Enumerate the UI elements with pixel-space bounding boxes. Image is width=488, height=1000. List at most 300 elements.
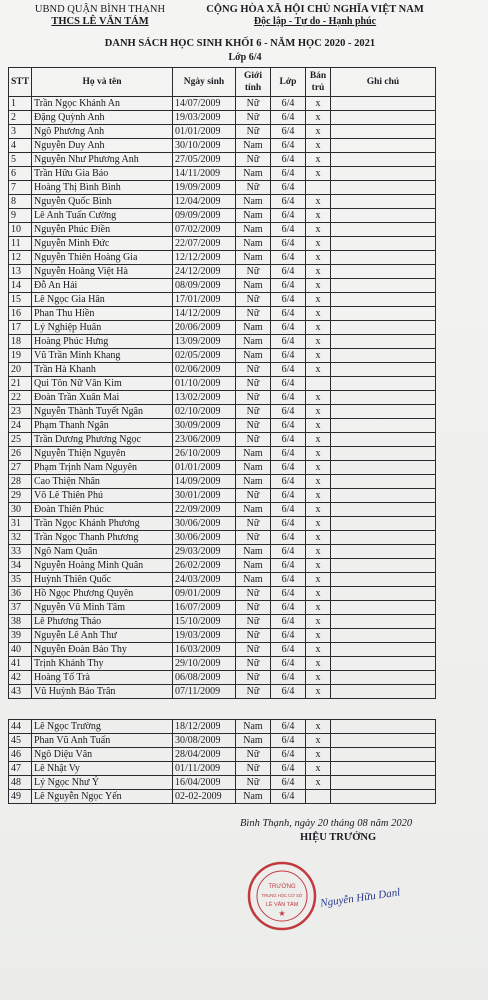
table-row (9, 790, 436, 804)
class-cell: 6/4 (271, 762, 306, 776)
stt-cell: 26 (9, 447, 32, 461)
gender-cell: Nam (236, 223, 271, 237)
boarding-cell: x (306, 447, 331, 461)
stt-cell: 1 (9, 97, 32, 111)
table-row (9, 349, 436, 363)
class-cell: 6/4 (271, 405, 306, 419)
boarding-cell: x (306, 587, 331, 601)
note-cell (331, 139, 436, 153)
dob-cell: 24/12/2009 (173, 265, 236, 279)
dob-cell: 02/10/2009 (173, 405, 236, 419)
table-row (9, 181, 436, 195)
dob-cell: 30/06/2009 (173, 531, 236, 545)
name-cell: Trần Ngọc Khánh Phương (32, 517, 173, 531)
table-row (9, 734, 436, 748)
name-cell: Lê Anh Tuấn Cường (32, 209, 173, 223)
dob-cell: 14/12/2009 (173, 307, 236, 321)
signing-date: Bình Thạnh, ngày 20 tháng 08 năm 2020 (240, 818, 413, 829)
class-cell: 6/4 (271, 153, 306, 167)
note-cell (331, 419, 436, 433)
class-cell: 6/4 (271, 209, 306, 223)
table-row (9, 377, 436, 391)
class-cell: 6/4 (271, 237, 306, 251)
gender-cell: Nữ (236, 293, 271, 307)
gender-cell: Nam (236, 475, 271, 489)
dob-cell: 23/06/2009 (173, 433, 236, 447)
table-row (9, 335, 436, 349)
stt-cell: 21 (9, 377, 32, 391)
note-cell (331, 265, 436, 279)
svg-text:LÊ VĂN TÁM: LÊ VĂN TÁM (265, 902, 299, 908)
name-cell: Hoàng Tố Trà (32, 671, 173, 685)
stt-cell: 31 (9, 517, 32, 531)
table-row (9, 776, 436, 790)
school-name: THCS LÊ VĂN TÁM (51, 16, 149, 27)
gender-cell: Nam (236, 167, 271, 181)
stt-cell: 48 (9, 776, 32, 790)
boarding-cell: x (306, 531, 331, 545)
gender-cell: Nữ (236, 433, 271, 447)
name-cell: Đoàn Trần Xuân Mai (32, 391, 173, 405)
boarding-cell: x (306, 762, 331, 776)
note-cell (331, 363, 436, 377)
stt-cell: 38 (9, 615, 32, 629)
table-header-row (9, 68, 436, 97)
gender-cell: Nữ (236, 517, 271, 531)
table-row (9, 531, 436, 545)
class-cell: 6/4 (271, 167, 306, 181)
class-cell: 6/4 (271, 223, 306, 237)
table-row (9, 643, 436, 657)
class-cell: 6/4 (271, 97, 306, 111)
stt-cell: 39 (9, 629, 32, 643)
stt-cell: 6 (9, 167, 32, 181)
note-cell (331, 573, 436, 587)
class-cell: 6/4 (271, 349, 306, 363)
stt-cell: 37 (9, 601, 32, 615)
col-note: Ghi chú (331, 68, 436, 97)
class-cell: 6/4 (271, 279, 306, 293)
dob-cell: 16/04/2009 (173, 776, 236, 790)
gender-cell: Nữ (236, 531, 271, 545)
gender-cell: Nam (236, 790, 271, 804)
class-cell: 6/4 (271, 517, 306, 531)
dob-cell: 30/10/2009 (173, 139, 236, 153)
dob-cell: 02-02-2009 (173, 790, 236, 804)
name-cell: Đoàn Thiên Phúc (32, 503, 173, 517)
table-row (9, 223, 436, 237)
gender-cell: Nữ (236, 265, 271, 279)
boarding-cell: x (306, 363, 331, 377)
dob-cell: 02/05/2009 (173, 349, 236, 363)
name-cell: Võ Lê Thiên Phú (32, 489, 173, 503)
name-cell: Qui Tôn Nữ Vân Kim (32, 377, 173, 391)
boarding-cell: x (306, 748, 331, 762)
stt-cell: 25 (9, 433, 32, 447)
class-cell: 6/4 (271, 139, 306, 153)
class-cell: 6/4 (271, 748, 306, 762)
authority-name: UBND QUẬN BÌNH THẠNH (34, 4, 166, 15)
dob-cell: 06/08/2009 (173, 671, 236, 685)
table-row (9, 762, 436, 776)
stt-cell: 13 (9, 265, 32, 279)
gender-cell: Nữ (236, 601, 271, 615)
note-cell (331, 377, 436, 391)
note-cell (331, 489, 436, 503)
dob-cell: 16/07/2009 (173, 601, 236, 615)
stt-cell: 20 (9, 363, 32, 377)
dob-cell: 01/01/2009 (173, 461, 236, 475)
dob-cell: 17/01/2009 (173, 293, 236, 307)
dob-cell: 01/11/2009 (173, 762, 236, 776)
note-cell (331, 97, 436, 111)
dob-cell: 29/03/2009 (173, 545, 236, 559)
boarding-cell: x (306, 307, 331, 321)
gender-cell: Nam (236, 461, 271, 475)
class-cell: 6/4 (271, 629, 306, 643)
stt-cell: 29 (9, 489, 32, 503)
class-cell: 6/4 (271, 293, 306, 307)
boarding-cell: x (306, 209, 331, 223)
gender-cell: Nam (236, 349, 271, 363)
boarding-cell: x (306, 125, 331, 139)
class-cell: 6/4 (271, 790, 306, 804)
student-table-continued (8, 719, 436, 804)
gender-cell: Nữ (236, 125, 271, 139)
name-cell: Vũ Huỳnh Bảo Trân (32, 685, 173, 699)
table-row (9, 279, 436, 293)
table-row (9, 545, 436, 559)
stt-cell: 43 (9, 685, 32, 699)
name-cell: Lê Nguyễn Ngọc Yến (32, 790, 173, 804)
dob-cell: 13/02/2009 (173, 391, 236, 405)
boarding-cell: x (306, 265, 331, 279)
table-row (9, 97, 436, 111)
gender-cell: Nữ (236, 671, 271, 685)
stt-cell: 35 (9, 573, 32, 587)
gender-cell: Nữ (236, 489, 271, 503)
class-cell: 6/4 (271, 475, 306, 489)
note-cell (331, 237, 436, 251)
note-cell (331, 671, 436, 685)
boarding-cell: x (306, 335, 331, 349)
boarding-cell: x (306, 685, 331, 699)
name-cell: Hoàng Phúc Hưng (32, 335, 173, 349)
stt-cell: 44 (9, 720, 32, 734)
gender-cell: Nữ (236, 615, 271, 629)
name-cell: Trịnh Khánh Thy (32, 657, 173, 671)
national-motto: Độc lập - Tự do - Hạnh phúc (253, 16, 377, 27)
col-class: Lớp (271, 68, 306, 97)
name-cell: Phạm Thanh Ngân (32, 419, 173, 433)
table-row (9, 573, 436, 587)
class-cell: 6/4 (271, 265, 306, 279)
name-cell: Lê Nhật Vy (32, 762, 173, 776)
boarding-cell: x (306, 503, 331, 517)
class-cell: 6/4 (271, 307, 306, 321)
table-row (9, 419, 436, 433)
gender-cell: Nam (236, 279, 271, 293)
gender-cell: Nam (236, 503, 271, 517)
class-cell: 6/4 (271, 685, 306, 699)
dob-cell: 14/07/2009 (173, 97, 236, 111)
dob-cell: 09/01/2009 (173, 587, 236, 601)
dob-cell: 09/09/2009 (173, 209, 236, 223)
note-cell (331, 790, 436, 804)
table-row (9, 391, 436, 405)
note-cell (331, 748, 436, 762)
class-cell: 6/4 (271, 377, 306, 391)
class-cell: 6/4 (271, 433, 306, 447)
note-cell (331, 195, 436, 209)
dob-cell: 22/09/2009 (173, 503, 236, 517)
class-cell: 6/4 (271, 671, 306, 685)
table-row (9, 209, 436, 223)
col-boarding: Bán trú (306, 68, 331, 97)
name-cell: Nguyễn Đoàn Bảo Thy (32, 643, 173, 657)
note-cell (331, 629, 436, 643)
table-row (9, 293, 436, 307)
boarding-cell: x (306, 321, 331, 335)
col-name: Họ và tên (32, 68, 173, 97)
note-cell (331, 321, 436, 335)
table-row (9, 111, 436, 125)
gender-cell: Nam (236, 209, 271, 223)
dob-cell: 30/08/2009 (173, 734, 236, 748)
dob-cell: 01/01/2009 (173, 125, 236, 139)
boarding-cell: x (306, 251, 331, 265)
boarding-cell: x (306, 489, 331, 503)
table-row (9, 237, 436, 251)
name-cell: Trần Dương Phương Ngọc (32, 433, 173, 447)
gender-cell: Nữ (236, 153, 271, 167)
boarding-cell: x (306, 643, 331, 657)
dob-cell: 30/09/2009 (173, 419, 236, 433)
school-seal-icon (246, 860, 318, 932)
boarding-cell: x (306, 629, 331, 643)
name-cell: Ngô Diệu Vân (32, 748, 173, 762)
boarding-cell: x (306, 573, 331, 587)
table-row (9, 748, 436, 762)
stt-cell: 11 (9, 237, 32, 251)
gender-cell: Nam (236, 573, 271, 587)
note-cell (331, 657, 436, 671)
stt-cell: 34 (9, 559, 32, 573)
name-cell: Phan Thu Hiền (32, 307, 173, 321)
table-row (9, 657, 436, 671)
stt-cell: 42 (9, 671, 32, 685)
gender-cell: Nữ (236, 587, 271, 601)
stt-cell: 14 (9, 279, 32, 293)
svg-text:TRƯỜNG: TRƯỜNG (268, 884, 296, 890)
table-row (9, 125, 436, 139)
boarding-cell: x (306, 167, 331, 181)
table-row (9, 265, 436, 279)
gender-cell: Nam (236, 251, 271, 265)
stt-cell: 23 (9, 405, 32, 419)
class-cell: 6/4 (271, 615, 306, 629)
name-cell: Ngô Nam Quân (32, 545, 173, 559)
boarding-cell: x (306, 405, 331, 419)
note-cell (331, 776, 436, 790)
table-row (9, 153, 436, 167)
gender-cell: Nữ (236, 363, 271, 377)
stt-cell: 36 (9, 587, 32, 601)
name-cell: Đặng Quỳnh Anh (32, 111, 173, 125)
col-gender: Giới tính (236, 68, 271, 97)
table-row (9, 489, 436, 503)
class-cell: 6/4 (271, 391, 306, 405)
class-cell: 6/4 (271, 447, 306, 461)
table-row (9, 517, 436, 531)
table-row (9, 615, 436, 629)
dob-cell: 08/09/2009 (173, 279, 236, 293)
boarding-cell: x (306, 720, 331, 734)
gender-cell: Nam (236, 195, 271, 209)
boarding-cell: x (306, 111, 331, 125)
note-cell (331, 279, 436, 293)
dob-cell: 19/03/2009 (173, 629, 236, 643)
note-cell (331, 223, 436, 237)
boarding-cell: x (306, 419, 331, 433)
name-cell: Trần Hữu Gia Bảo (32, 167, 173, 181)
dob-cell: 14/09/2009 (173, 475, 236, 489)
note-cell (331, 643, 436, 657)
stt-cell: 28 (9, 475, 32, 489)
boarding-cell: x (306, 615, 331, 629)
dob-cell: 30/06/2009 (173, 517, 236, 531)
note-cell (331, 167, 436, 181)
name-cell: Nguyễn Minh Đức (32, 237, 173, 251)
gender-cell: Nữ (236, 643, 271, 657)
student-rows-continued (9, 720, 436, 804)
class-cell: 6/4 (271, 531, 306, 545)
gender-cell: Nữ (236, 181, 271, 195)
class-cell: 6/4 (271, 601, 306, 615)
boarding-cell (306, 790, 331, 804)
note-cell (331, 545, 436, 559)
dob-cell: 12/12/2009 (173, 251, 236, 265)
name-cell: Lý Nghiệp Huân (32, 321, 173, 335)
issuer-header (20, 4, 180, 28)
boarding-cell: x (306, 293, 331, 307)
gender-cell: Nữ (236, 391, 271, 405)
name-cell: Nguyễn Phúc Điền (32, 223, 173, 237)
name-cell: Nguyễn Duy Anh (32, 139, 173, 153)
note-cell (331, 587, 436, 601)
table-row (9, 720, 436, 734)
boarding-cell: x (306, 433, 331, 447)
stt-cell: 27 (9, 461, 32, 475)
gender-cell: Nữ (236, 748, 271, 762)
name-cell: Phan Vũ Anh Tuấn (32, 734, 173, 748)
stt-cell: 18 (9, 335, 32, 349)
gender-cell: Nam (236, 447, 271, 461)
note-cell (331, 209, 436, 223)
note-cell (331, 685, 436, 699)
class-cell: 6/4 (271, 559, 306, 573)
boarding-cell: x (306, 153, 331, 167)
stt-cell: 15 (9, 293, 32, 307)
stt-cell: 19 (9, 349, 32, 363)
boarding-cell: x (306, 139, 331, 153)
name-cell: Nguyễn Như Phương Anh (32, 153, 173, 167)
note-cell (331, 335, 436, 349)
dob-cell: 26/10/2009 (173, 447, 236, 461)
dob-cell: 26/02/2009 (173, 559, 236, 573)
class-cell: 6/4 (271, 643, 306, 657)
table-row (9, 685, 436, 699)
gender-cell: Nữ (236, 111, 271, 125)
table-row (9, 251, 436, 265)
dob-cell: 24/03/2009 (173, 573, 236, 587)
gender-cell: Nữ (236, 307, 271, 321)
table-row (9, 671, 436, 685)
gender-cell: Nữ (236, 657, 271, 671)
stt-cell: 12 (9, 251, 32, 265)
national-header (200, 4, 430, 28)
class-cell: 6/4 (271, 419, 306, 433)
note-cell (331, 349, 436, 363)
student-rows (9, 97, 436, 699)
stt-cell: 7 (9, 181, 32, 195)
name-cell: Hoàng Thị Bình Bình (32, 181, 173, 195)
stt-cell: 17 (9, 321, 32, 335)
name-cell: Huỳnh Thiên Quốc (32, 573, 173, 587)
gender-cell: Nữ (236, 405, 271, 419)
note-cell (331, 461, 436, 475)
boarding-cell: x (306, 734, 331, 748)
note-cell (331, 125, 436, 139)
stt-cell: 47 (9, 762, 32, 776)
boarding-cell: x (306, 97, 331, 111)
dob-cell: 18/12/2009 (173, 720, 236, 734)
boarding-cell: x (306, 776, 331, 790)
dob-cell: 20/06/2009 (173, 321, 236, 335)
dob-cell: 02/06/2009 (173, 363, 236, 377)
note-cell (331, 559, 436, 573)
gender-cell: Nam (236, 335, 271, 349)
gender-cell: Nữ (236, 762, 271, 776)
name-cell: Đỗ An Hải (32, 279, 173, 293)
class-cell: 6/4 (271, 503, 306, 517)
class-cell: 6/4 (271, 251, 306, 265)
dob-cell: 07/02/2009 (173, 223, 236, 237)
gender-cell: Nữ (236, 377, 271, 391)
boarding-cell: x (306, 475, 331, 489)
table-row (9, 363, 436, 377)
col-stt: STT (9, 68, 32, 97)
boarding-cell: x (306, 517, 331, 531)
class-cell: 6/4 (271, 720, 306, 734)
note-cell (331, 251, 436, 265)
name-cell: Cao Thiện Nhân (32, 475, 173, 489)
class-cell: 6/4 (271, 321, 306, 335)
gender-cell: Nữ (236, 629, 271, 643)
class-cell: 6/4 (271, 125, 306, 139)
stt-cell: 5 (9, 153, 32, 167)
dob-cell: 22/07/2009 (173, 237, 236, 251)
class-cell: 6/4 (271, 489, 306, 503)
signer-title: HIỆU TRƯỞNG (300, 832, 377, 843)
name-cell: Lê Phương Thảo (32, 615, 173, 629)
name-cell: Trần Ngọc Khánh An (32, 97, 173, 111)
gender-cell: Nữ (236, 97, 271, 111)
note-cell (331, 307, 436, 321)
stt-cell: 22 (9, 391, 32, 405)
table-row (9, 461, 436, 475)
boarding-cell: x (306, 391, 331, 405)
